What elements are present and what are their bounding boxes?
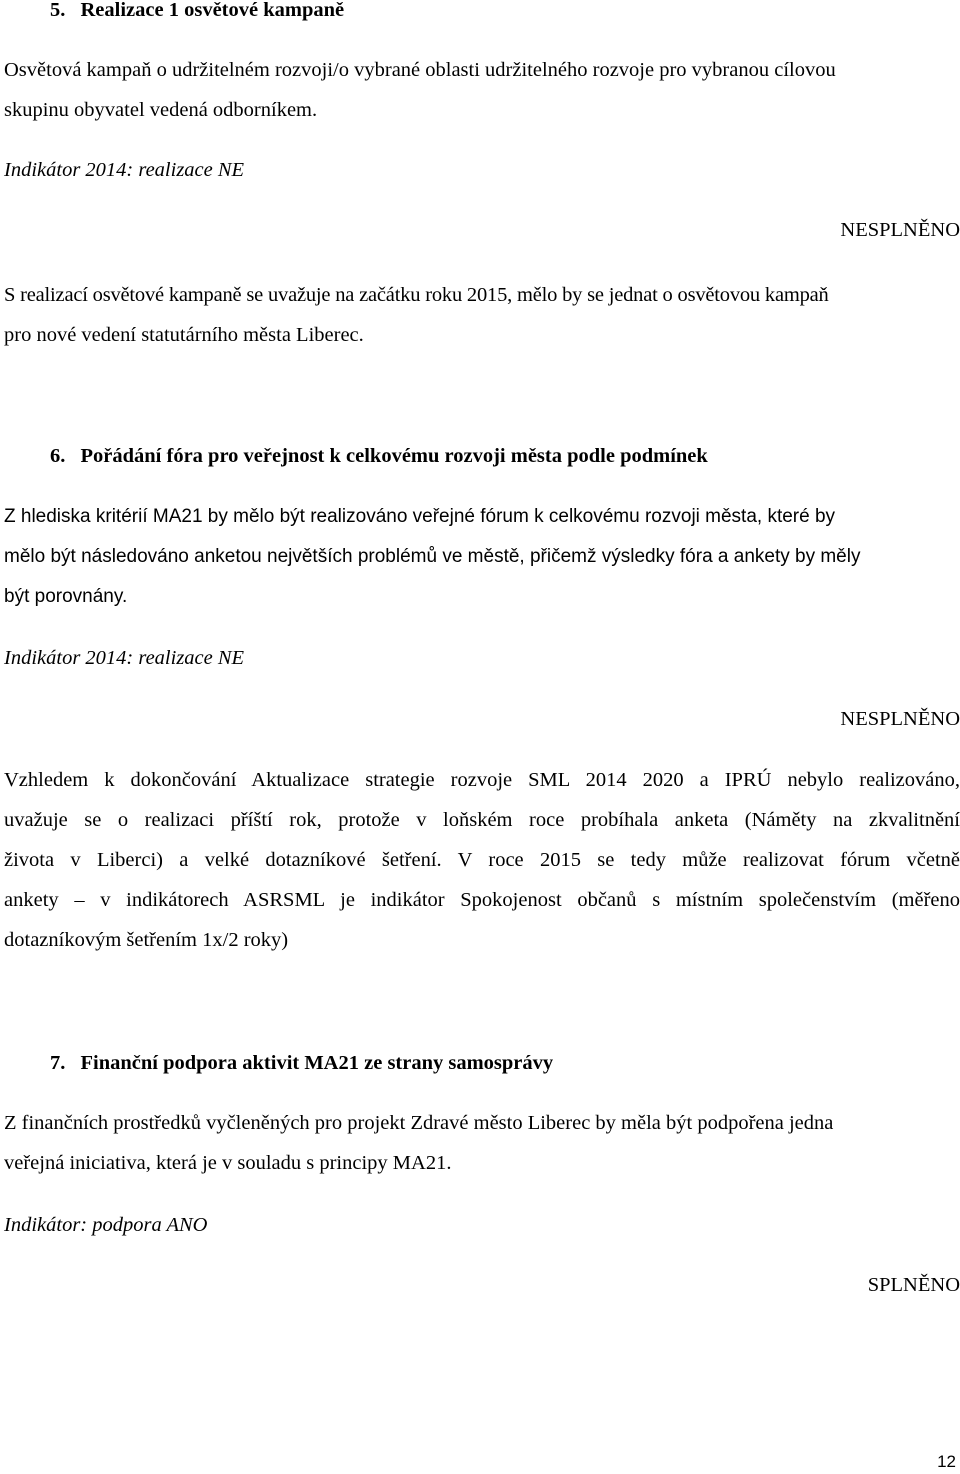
section-5-comment-line-2: pro nové vedení statutárního města Liberec. [4,324,364,346]
section-5-heading [50,0,344,22]
section-7-desc-line-1: Z finančních prostředků vyčleněných pro projekt Zdravé město Liberec by měla být podpořena jedna [4,1112,834,1134]
section-7-indicator: Indikátor: podpora ANO [4,1214,208,1236]
section-5-title: Realizace 1 osvětové kampaně [80,0,345,21]
section-5-indicator: Indikátor 2014: realizace NE [4,159,245,181]
section-7-status: SPLNĚNO [867,1274,960,1296]
section-6-indicator: Indikátor 2014: realizace NE [4,647,245,669]
section-5-comment-line-1: S realizací osvětové kampaně se uvažuje na začátku roku 2015, mělo by se jednat o osvětovou kampaň [4,284,829,306]
section-6-desc-line-3: být porovnány. [4,586,128,607]
section-5-desc-line-2: skupinu obyvatel vedená odborníkem. [4,99,318,121]
section-6-desc-line-2: mělo být následováno anketou největších problémů ve městě, přičemž výsledky fóra a ankety by měly [4,546,861,567]
section-7-number: 7. [50,1052,66,1074]
section-6-comment-line-3: života v Liberci) a velké dotazníkové šetření. V roce 2015 se tedy může realizovat fórum včetně [4,849,960,871]
section-6-title: Pořádání fóra pro veřejnost k celkovému rozvoji města podle podmínek [80,445,708,467]
section-6-comment-line-4: ankety – v indikátorech ASRSML je indikátor Spokojenost občanů s místním společenstvím (měřeno [4,889,960,911]
section-6-heading [50,444,708,468]
page-number: 12 [937,1452,956,1471]
section-7-title: Finanční podpora aktivit MA21 ze strany samosprávy [80,1052,554,1074]
section-5-status: NESPLNĚNO [840,219,960,241]
section-6-status: NESPLNĚNO [840,708,960,730]
section-5-number: 5. [50,0,66,21]
section-5-desc-line-1: Osvětová kampaň o udržitelném rozvoji/o vybrané oblasti udržitelného rozvoje pro vybranou cílovou [4,59,836,81]
section-6-desc-line-1: Z hlediska kritérií MA21 by mělo být realizováno veřejné fórum k celkovému rozvoji města, které by [4,506,836,527]
section-6-comment-line-5: dotazníkovým šetřením 1x/2 roky) [4,929,289,951]
section-6-comment-line-2: uvažuje se o realizaci příští rok, protože v loňském roce probíhala anketa (Náměty na zkvalitnění [4,809,960,831]
section-6-number: 6. [50,445,66,467]
section-7-heading [50,1051,553,1075]
section-7-desc-line-2: veřejná iniciativa, která je v souladu s principy MA21. [4,1152,452,1174]
section-6-comment-line-1: Vzhledem k dokončování Aktualizace strategie rozvoje SML 2014 2020 a IPRÚ nebylo realizováno, [4,769,960,791]
